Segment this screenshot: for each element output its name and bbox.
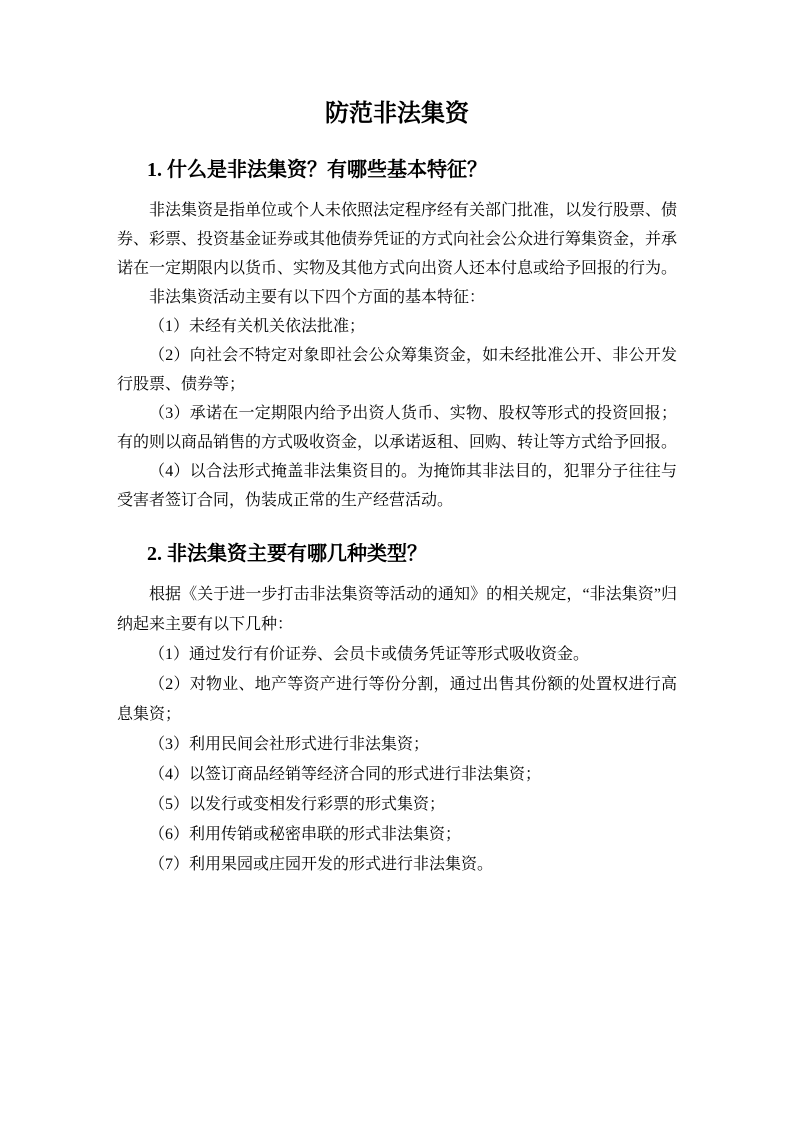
paragraph: 非法集资是指单位或个人未依照法定程序经有关部门批准，以发行股票、债券、彩票、投资基金证券或其他债券凭证的方式向社会公众进行筹集资金，并承诺在一定期限内以货币、实物及其他方式向出资人还本付息或给予回报的行为。 <box>117 202 678 277</box>
section-1-body <box>117 196 677 515</box>
paragraph: （1）未经有关机关依法批准； <box>149 318 366 335</box>
section-2-body <box>117 580 677 880</box>
section-number: 1. <box>147 159 162 181</box>
paragraph: （3）利用民间会社形式进行非法集资； <box>149 736 430 753</box>
section-heading-text: 什么是非法集资？有哪些基本特征？ <box>167 159 487 181</box>
section-number: 2. <box>147 543 162 565</box>
paragraph: （4）以签订商品经销等经济合同的形式进行非法集资； <box>149 766 542 783</box>
paragraph: （4）以合法形式掩盖非法集资目的。为掩饰其非法目的，犯罪分子往往与受害者签订合同，伪装成正常的生产经营活动。 <box>117 463 677 509</box>
section-2-heading <box>117 539 677 570</box>
section-1-heading <box>117 155 677 186</box>
section-1 <box>117 155 677 515</box>
paragraph: （6）利用传销或秘密串联的形式非法集资； <box>149 826 462 843</box>
paragraph: 非法集资活动主要有以下四个方面的基本特征： <box>149 289 486 306</box>
section-2 <box>117 539 677 880</box>
document-title: 防范非法集资 <box>325 101 469 127</box>
paragraph: （2）向社会不特定对象即社会公众筹集资金，如未经批准公开、非公开发行股票、债券等； <box>117 347 677 393</box>
paragraph: （3）承诺在一定期限内给予出资人货币、实物、股权等形式的投资回报；有的则以商品销售的方式吸收资金，以承诺返租、回购、转让等方式给予回报。 <box>117 405 678 451</box>
paragraph: （2）对物业、地产等资产进行等份分割，通过出售其份额的处置权进行高息集资； <box>117 676 677 723</box>
section-heading-text: 非法集资主要有哪几种类型？ <box>167 543 427 565</box>
paragraph: （5）以发行或变相发行彩票的形式集资； <box>149 796 446 813</box>
paragraph: 根据《关于进一步打击非法集资等活动的通知》的相关规定，“非法集资”归纳起来主要有以下几种： <box>117 586 677 633</box>
paragraph: （7）利用果园或庄园开发的形式进行非法集资。 <box>149 856 494 873</box>
paragraph: （1）通过发行有价证券、会员卡或债务凭证等形式吸收资金。 <box>149 646 590 663</box>
